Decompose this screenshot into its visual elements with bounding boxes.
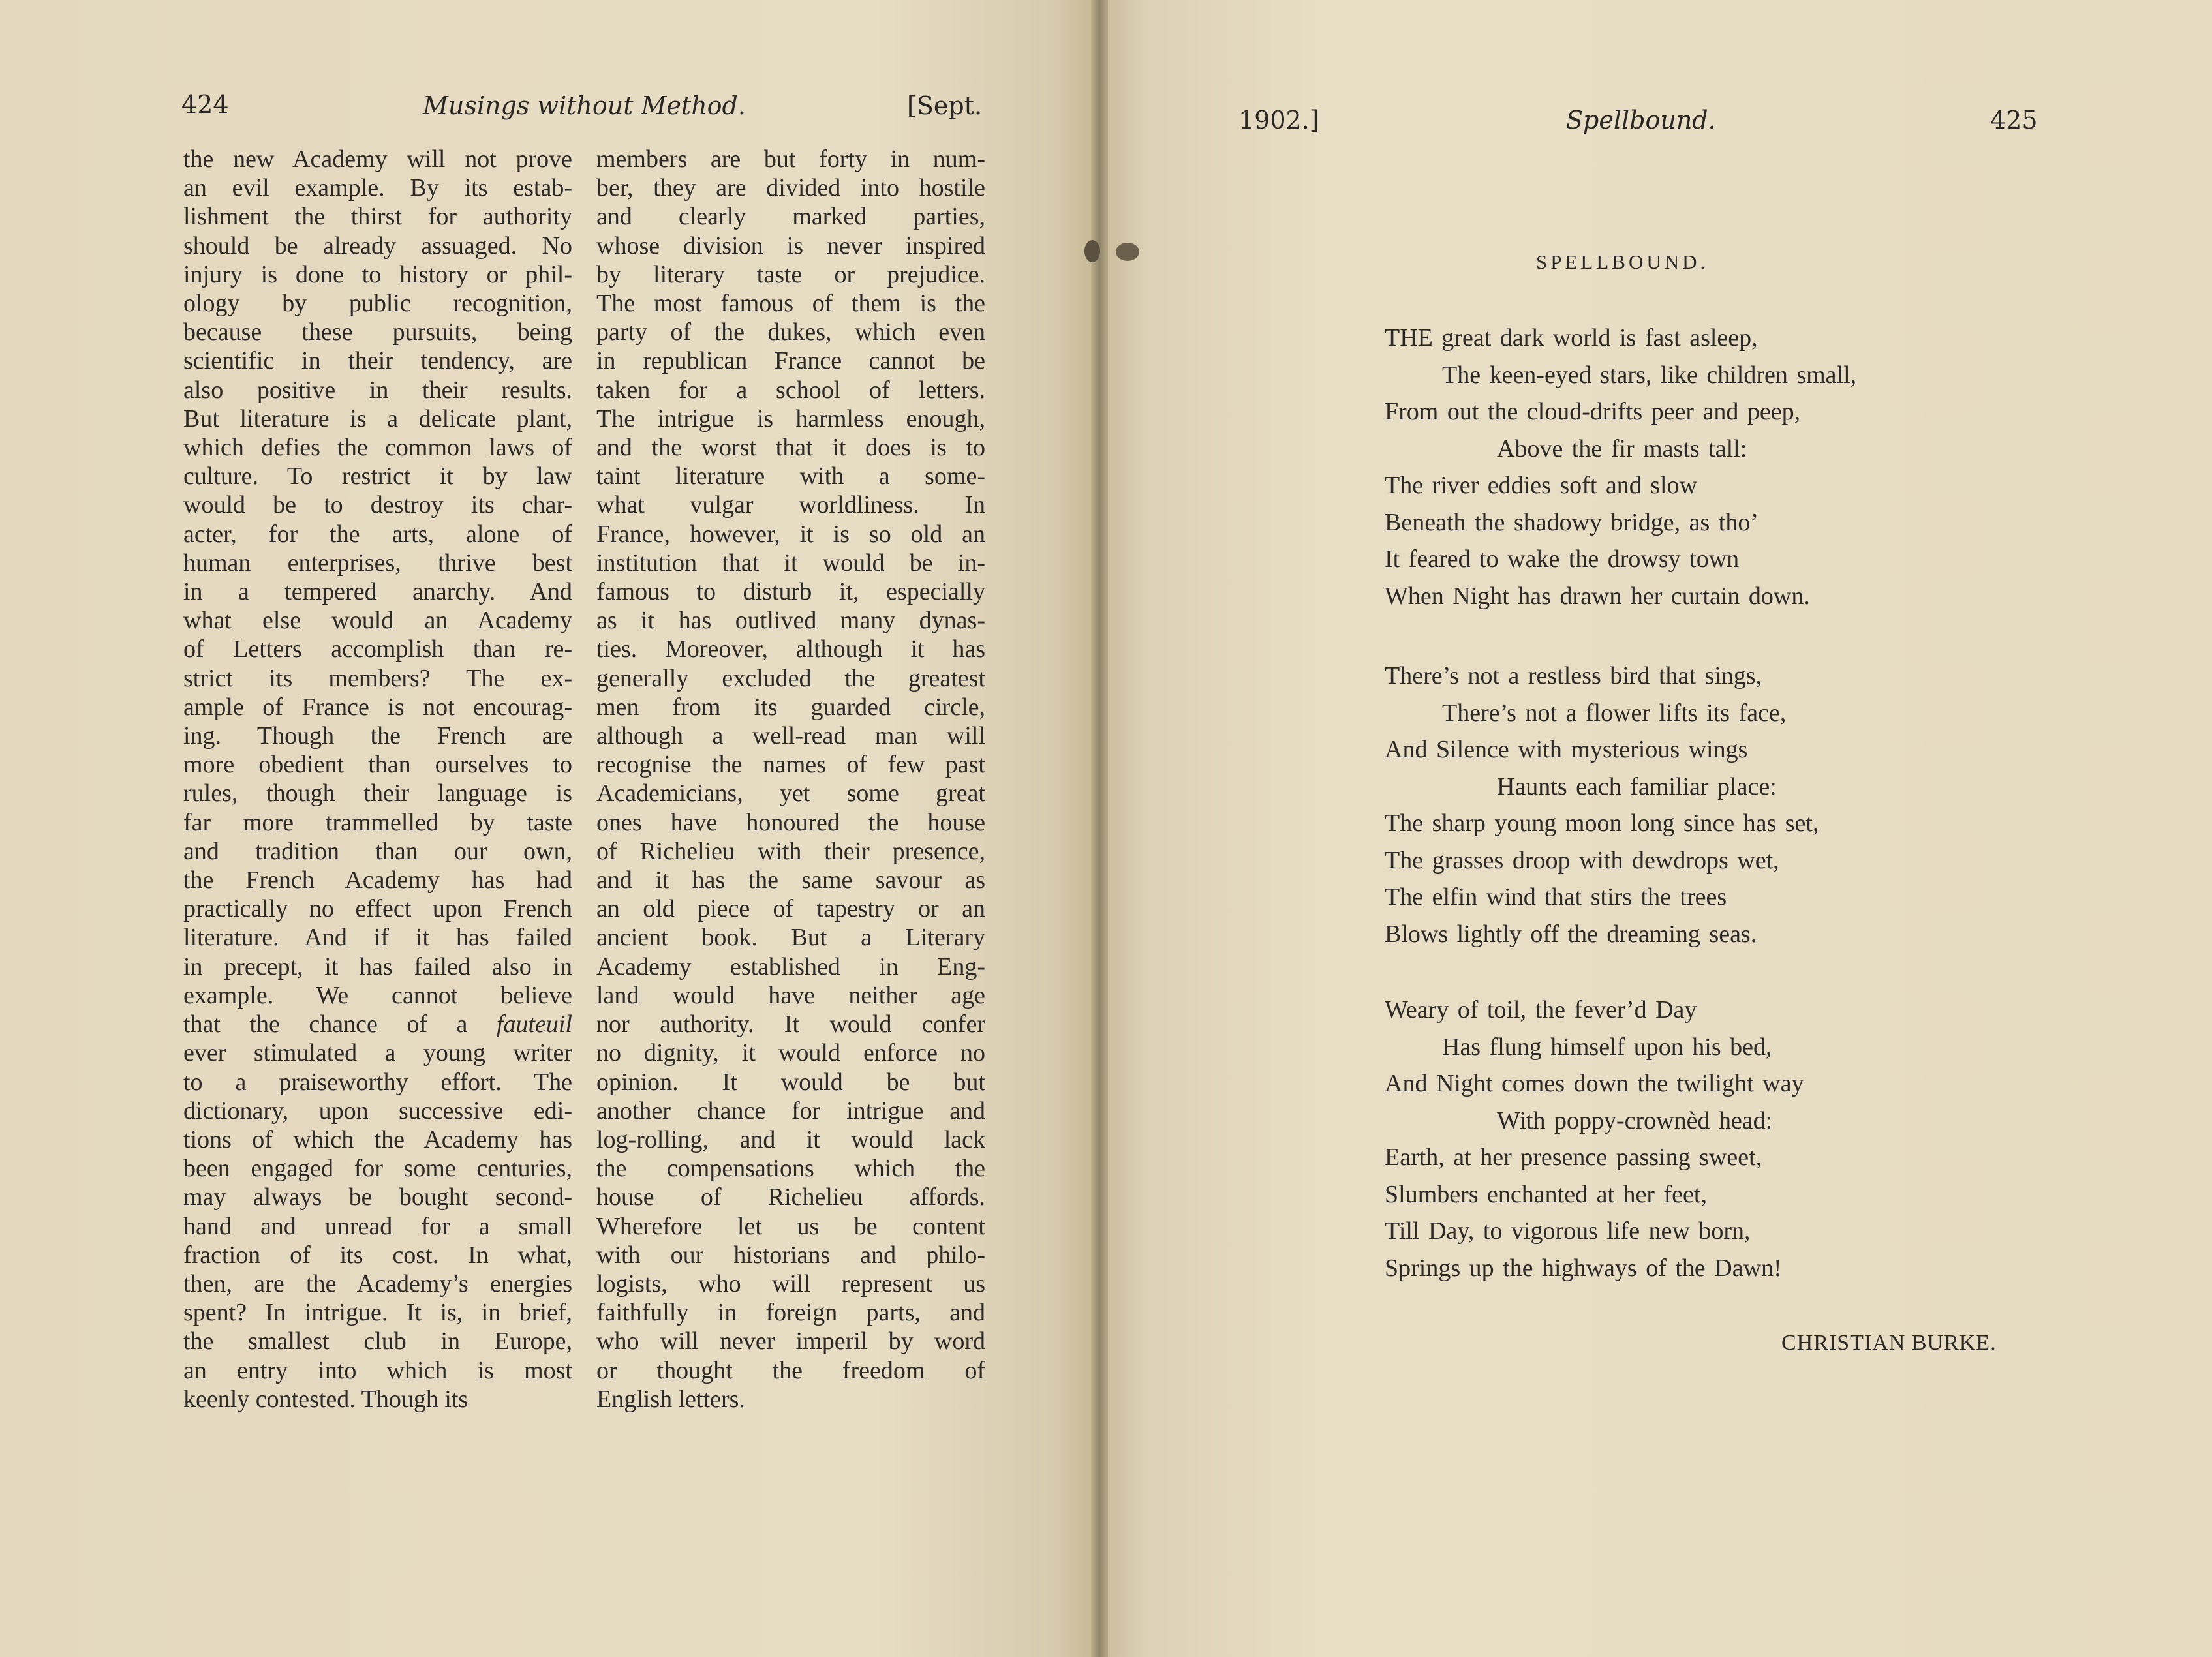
text-line: Wherefore let us be content xyxy=(596,1212,985,1240)
poem-line: When Night has drawn her curtain down. xyxy=(1385,582,1810,610)
poem-line: And Night comes down the twilight way xyxy=(1385,1070,1804,1097)
text-line: ample of France is not encourag- xyxy=(183,693,572,721)
text-line: famous to disturb it, especially xyxy=(596,578,985,606)
text-line: in a tempered anarchy. And xyxy=(183,578,572,606)
text-line: The intrigue is harmless enough, xyxy=(596,404,985,433)
text-line: men from its guarded circle, xyxy=(596,693,985,721)
text-line: house of Richelieu affords. xyxy=(596,1183,985,1211)
right-page-number: 425 xyxy=(1990,106,2038,134)
poem-title: SPELLBOUND. xyxy=(1536,251,1709,273)
poem-line: The keen-eyed stars, like children small, xyxy=(1442,361,1857,389)
text-line: by literary taste or prejudice. xyxy=(596,260,985,288)
text-line: in precept, it has failed also in xyxy=(183,952,572,981)
text-line: land would have neither age xyxy=(596,981,985,1009)
text-line: Academicians, yet some great xyxy=(596,780,985,808)
text-line: ber, they are divided into hostile xyxy=(596,174,985,202)
text-line: lishment the thirst for authority xyxy=(183,203,572,231)
text-line: the new Academy will not prove xyxy=(183,145,572,173)
text-line: But literature is a delicate plant, xyxy=(183,404,572,433)
text-line: another chance for intrigue and xyxy=(596,1097,985,1125)
text-line: literature. And if it has failed xyxy=(183,924,572,952)
text-line: of Richelieu with their presence, xyxy=(596,837,985,865)
text-line: more obedient than ourselves to xyxy=(183,751,572,779)
text-line: should be already assuaged. No xyxy=(183,232,572,260)
text-line: which defies the common laws of xyxy=(183,434,572,462)
poem-line: From out the cloud-drifts peer and peep, xyxy=(1385,398,1801,425)
poem-stanza-3 xyxy=(1385,992,1804,1286)
text-line: and clearly marked parties, xyxy=(596,203,985,231)
text-line: to a praiseworthy effort. The xyxy=(183,1068,572,1096)
text-line: an evil example. By its estab- xyxy=(183,174,572,202)
text-line: institution that it would be in- xyxy=(596,549,985,577)
text-line: hand and unread for a small xyxy=(183,1212,572,1240)
right-date-mark: 1902.] xyxy=(1238,106,1319,134)
text-line: English letters. xyxy=(596,1385,745,1413)
text-line: and the worst that it does is to xyxy=(596,434,985,462)
text-line: the smallest club in Europe, xyxy=(183,1328,572,1356)
text-line: spent? In intrigue. It is, in brief, xyxy=(183,1299,572,1327)
text-line: party of the dukes, which even xyxy=(596,318,985,346)
text-line: human enterprises, thrive best xyxy=(183,549,572,577)
text-line: or thought the freedom of xyxy=(596,1356,985,1384)
text-line: the French Academy has had xyxy=(183,866,572,894)
text-line: ones have honoured the house xyxy=(596,808,985,836)
text-line: logists, who will represent us xyxy=(596,1269,985,1298)
text-line: would be to destroy its char- xyxy=(183,491,572,519)
poem-line: THE great dark world is fast asleep, xyxy=(1385,324,1758,352)
text-line: ever stimulated a young writer xyxy=(183,1039,572,1067)
text-line: France, however, it is so old an xyxy=(596,520,985,548)
text-line: with our historians and philo- xyxy=(596,1241,985,1269)
text-line: taint literature with a some- xyxy=(596,463,985,491)
poem-line: Slumbers enchanted at her feet, xyxy=(1385,1180,1707,1208)
text-line: in republican France cannot be xyxy=(596,347,985,375)
text-line: because these pursuits, being xyxy=(183,318,572,346)
poem-author: CHRISTIAN BURKE. xyxy=(1781,1331,1997,1355)
left-column-2 xyxy=(596,145,985,1414)
text-line: may always be bought second- xyxy=(183,1183,572,1211)
poem-line: There’s not a flower lifts its face, xyxy=(1442,699,1787,727)
text-line: whose division is never inspired xyxy=(596,232,985,260)
text-line: culture. To restrict it by law xyxy=(183,463,572,491)
text-line: who will never imperil by word xyxy=(596,1328,985,1356)
poem-line: Haunts each familiar place: xyxy=(1497,772,1777,800)
text-line: log-rolling, and it would lack xyxy=(596,1125,985,1153)
poem-line: It feared to wake the drowsy town xyxy=(1385,545,1740,573)
ink-spot xyxy=(1084,240,1100,262)
text-line: and it has the same savour as xyxy=(596,866,985,894)
text-line: been engaged for some centuries, xyxy=(183,1155,572,1183)
text-line: tions of which the Academy has xyxy=(183,1125,572,1153)
text-line: keenly contested. Though its xyxy=(183,1385,469,1413)
text-line: opinion. It would be but xyxy=(596,1068,985,1096)
text-line: scientific in their tendency, are xyxy=(183,347,572,375)
text-line: the compensations which the xyxy=(596,1155,985,1183)
poem-stanza-2 xyxy=(1385,658,1819,952)
text-line: ties. Moreover, although it has xyxy=(596,635,985,663)
text-line: members are but forty in num- xyxy=(596,145,985,173)
left-running-title: Musings without Method. xyxy=(423,91,746,120)
poem-line: Has flung himself upon his bed, xyxy=(1442,1033,1772,1061)
text-line: an entry into which is most xyxy=(183,1356,572,1384)
poem-line: The sharp young moon long since has set, xyxy=(1385,810,1819,837)
text-line: also positive in their results. xyxy=(183,376,572,404)
text-line: as it has outlived many dynas- xyxy=(596,607,985,635)
left-column-1 xyxy=(183,145,572,1414)
poem-line: Blows lightly off the dreaming seas. xyxy=(1385,920,1757,948)
right-running-title: Spellbound. xyxy=(1566,106,1716,134)
poem-line: Till Day, to vigorous life new born, xyxy=(1385,1217,1751,1245)
poem-line: There’s not a restless bird that sings, xyxy=(1385,662,1762,690)
text-line: that the chance of a fauteuil xyxy=(183,1011,572,1039)
text-line: Academy established in Eng- xyxy=(596,952,985,981)
poem-line: Above the fir masts tall: xyxy=(1497,434,1747,463)
text-line: strict its members? The ex- xyxy=(183,664,572,692)
text-line: then, are the Academy’s energies xyxy=(183,1269,572,1298)
text-line: rules, though their language is xyxy=(183,780,572,808)
text-line: an old piece of tapestry or an xyxy=(596,895,985,923)
left-date-mark: [Sept. xyxy=(907,91,983,120)
text-line: taken for a school of letters. xyxy=(596,376,985,404)
text-line: dictionary, upon successive edi- xyxy=(183,1097,572,1125)
text-line: example. We cannot believe xyxy=(183,981,572,1009)
text-line: acter, for the arts, alone of xyxy=(183,520,572,548)
poem-line: The elfin wind that stirs the trees xyxy=(1385,883,1727,911)
text-line: generally excluded the greatest xyxy=(596,664,985,692)
poem-line: Weary of toil, the fever’d Day xyxy=(1385,996,1697,1024)
text-line: fraction of its cost. In what, xyxy=(183,1241,572,1269)
text-line: no dignity, it would enforce no xyxy=(596,1039,985,1067)
text-line: ancient book. But a Literary xyxy=(596,924,985,952)
text-line: injury is done to history or phil- xyxy=(183,260,572,288)
poem-line: Earth, at her presence passing sweet, xyxy=(1385,1144,1762,1171)
text-line: and tradition than our own, xyxy=(183,837,572,865)
poem-line: With poppy-crownèd head: xyxy=(1497,1106,1773,1134)
poem-line: The grasses droop with dewdrops wet, xyxy=(1385,846,1779,874)
text-line: what else would an Academy xyxy=(183,607,572,635)
text-line: far more trammelled by taste xyxy=(183,808,572,836)
text-line: practically no effect upon French xyxy=(183,895,572,923)
text-line: faithfully in foreign parts, and xyxy=(596,1299,985,1327)
text-line: what vulgar worldliness. In xyxy=(596,491,985,519)
text-line: ology by public recognition, xyxy=(183,290,572,318)
text-line: nor authority. It would confer xyxy=(596,1011,985,1039)
poem-stanza-1 xyxy=(1385,320,1856,615)
text-line: although a well-read man will xyxy=(596,722,985,750)
text-line: of Letters accomplish than re- xyxy=(183,635,572,663)
poem-line: Springs up the highways of the Dawn! xyxy=(1385,1254,1782,1282)
poem-line: The river eddies soft and slow xyxy=(1385,472,1698,499)
text-line: The most famous of them is the xyxy=(596,290,985,318)
poem-line: Beneath the shadowy bridge, as tho’ xyxy=(1385,508,1759,536)
ink-spot xyxy=(1116,243,1139,261)
text-line: ing. Though the French are xyxy=(183,722,572,750)
poem-line: And Silence with mysterious wings xyxy=(1385,736,1748,763)
text-line: recognise the names of few past xyxy=(596,751,985,779)
left-page-number: 424 xyxy=(181,90,229,119)
